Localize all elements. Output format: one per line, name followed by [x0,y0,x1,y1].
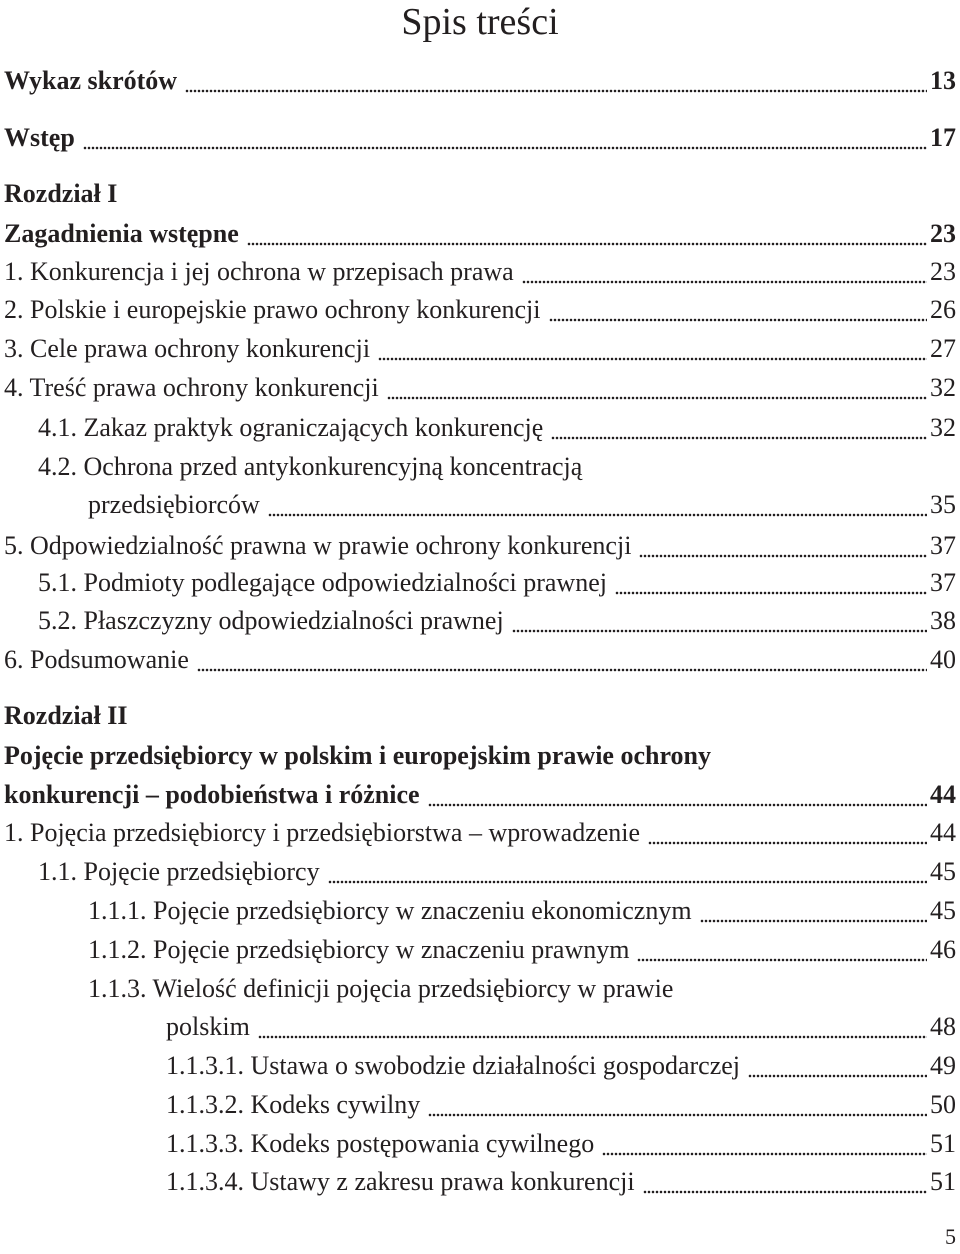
dot-leader [428,1092,927,1118]
toc-entry[interactable] [0,487,960,523]
toc-entry-label: 4. Treść prawa ochrony konkurencji [4,373,379,402]
toc-entry-label: 1.1.2. Pojęcie przedsiębiorcy w znaczeniu prawnym [88,935,630,964]
page-number: 5 [945,1224,956,1249]
toc-entry-label: 6. Podsumowanie [4,645,189,674]
toc-entry-page: 17 [930,123,956,152]
toc-entry-label: 5.2. Płaszczyzny odpowiedzialności prawnej [38,606,504,635]
toc-entry[interactable] [0,777,960,813]
toc-entry-page: 44 [930,818,956,847]
toc-entry-label: Wstęp [4,123,75,152]
dot-leader [512,608,927,634]
toc-entry[interactable] [0,642,960,678]
toc-entry[interactable] [0,893,960,929]
toc-entry-label: Zagadnienia wstępne [4,219,239,248]
toc-entry-label: 3. Cele prawa ochrony konkurencji [4,334,371,363]
dot-leader [700,898,927,924]
dot-leader [639,533,927,559]
toc-entry-label: 1.1.3. Wielość definicji pojęcia przedsiębiorcy w prawie [88,974,674,1003]
dot-leader [549,297,928,323]
toc-entry[interactable] [0,370,960,406]
dot-leader [602,1131,927,1157]
toc-entry-page: 23 [930,219,956,248]
toc-entry-page: 27 [930,334,956,363]
toc-entry-page: 45 [930,896,956,925]
toc-entry-label: 1. Konkurencja i jej ochrona w przepisach prawa [4,257,514,286]
dot-leader [748,1053,927,1079]
dot-leader [247,221,927,247]
toc-entry[interactable] [0,63,960,99]
dot-leader [643,1169,927,1195]
dot-leader [615,570,927,596]
toc-entry[interactable] [0,1126,960,1162]
toc-entry[interactable] [0,603,960,639]
toc-entry[interactable] [0,815,960,851]
toc-entry-page: 32 [930,373,956,402]
toc-entry[interactable] [0,120,960,156]
dot-leader [268,492,927,518]
toc-entry[interactable] [0,528,960,564]
toc-entry-page: 48 [930,1012,956,1041]
dot-leader [378,336,927,362]
toc-entry[interactable] [0,854,960,890]
toc-entry[interactable] [0,565,960,601]
toc-entry-page: 51 [930,1167,956,1196]
dot-leader [328,859,927,885]
dot-leader [428,782,927,808]
toc-entry-label: Rozdział II [4,701,128,730]
toc-entry[interactable] [0,738,960,774]
toc-entry-label: Pojęcie przedsiębiorcy w polskim i europejskim prawie ochrony [4,741,712,770]
dot-leader [83,125,927,151]
toc-entry-page: 37 [930,531,956,560]
toc-entry-label: 5. Odpowiedzialność prawna w prawie ochrony konkurencji [4,531,632,560]
toc-entry-label: 4.2. Ochrona przed antykonkurencyjną koncentracją [38,452,583,481]
dot-leader [197,647,927,673]
dot-leader [258,1014,927,1040]
dot-leader [648,820,927,846]
toc-entry[interactable] [0,698,960,734]
dot-leader [185,68,927,94]
toc-entry-label: 1. Pojęcia przedsiębiorcy i przedsiębiorstwa – wprowadzenie [4,818,641,847]
toc-entry[interactable] [0,254,960,290]
toc-entry[interactable] [0,331,960,367]
toc-entry-page: 46 [930,935,956,964]
toc-entry-page: 13 [930,66,956,95]
toc-entry-page: 49 [930,1051,956,1080]
toc-entry[interactable] [0,1087,960,1123]
toc-entry-page: 45 [930,857,956,886]
dot-leader [551,415,927,441]
toc-entry-label: polskim [166,1012,250,1041]
toc-entry[interactable] [0,176,960,212]
toc-entry-label: 1.1.3.4. Ustawy z zakresu prawa konkurencji [166,1167,635,1196]
toc-entry[interactable] [0,410,960,446]
dot-leader [387,375,927,401]
toc-entry-page: 40 [930,645,956,674]
toc-entry-label: 2. Polskie i europejskie prawo ochrony konkurencji [4,295,541,324]
toc-entry-label: 1.1.1. Pojęcie przedsiębiorcy w znaczeniu ekonomicznym [88,896,692,925]
toc-entry-label: 4.1. Zakaz praktyk ograniczających konkurencję [38,413,544,442]
toc-entry-label: Wykaz skrótów [4,66,178,95]
dot-leader [522,259,927,285]
toc-entry-page: 44 [930,780,956,809]
toc-entry-label: 1.1. Pojęcie przedsiębiorcy [38,857,320,886]
toc-entry-page: 51 [930,1129,956,1158]
toc-entry[interactable] [0,292,960,328]
toc-entry-label: konkurencji – podobieństwa i różnice [4,780,420,809]
toc-entry-label: 1.1.3.3. Kodeks postępowania cywilnego [166,1129,595,1158]
toc-entry[interactable] [0,932,960,968]
toc-entry[interactable] [0,1009,960,1045]
toc-entry[interactable] [0,449,960,485]
toc-entry-page: 32 [930,413,956,442]
toc-entry-label: Rozdział I [4,179,118,208]
toc-entry-label: 1.1.3.2. Kodeks cywilny [166,1090,421,1119]
toc-entry[interactable] [0,1048,960,1084]
toc-entry[interactable] [0,1164,960,1200]
dot-leader [637,937,927,963]
toc-entry[interactable] [0,971,960,1007]
toc-entry-page: 35 [930,490,956,519]
toc-entry-page: 38 [930,606,956,635]
toc-entry-label: 1.1.3.1. Ustawa o swobodzie działalności gospodarczej [166,1051,741,1080]
toc-entry-page: 50 [930,1090,956,1119]
toc-entry-label: 5.1. Podmioty podlegające odpowiedzialności prawnej [38,568,607,597]
toc-entry[interactable] [0,216,960,252]
toc-entry-page: 37 [930,568,956,597]
toc-entry-label: przedsiębiorców [88,490,260,519]
page-title: Spis treści [401,1,559,43]
toc-entry-page: 26 [930,295,956,324]
toc-entry-page: 23 [930,257,956,286]
